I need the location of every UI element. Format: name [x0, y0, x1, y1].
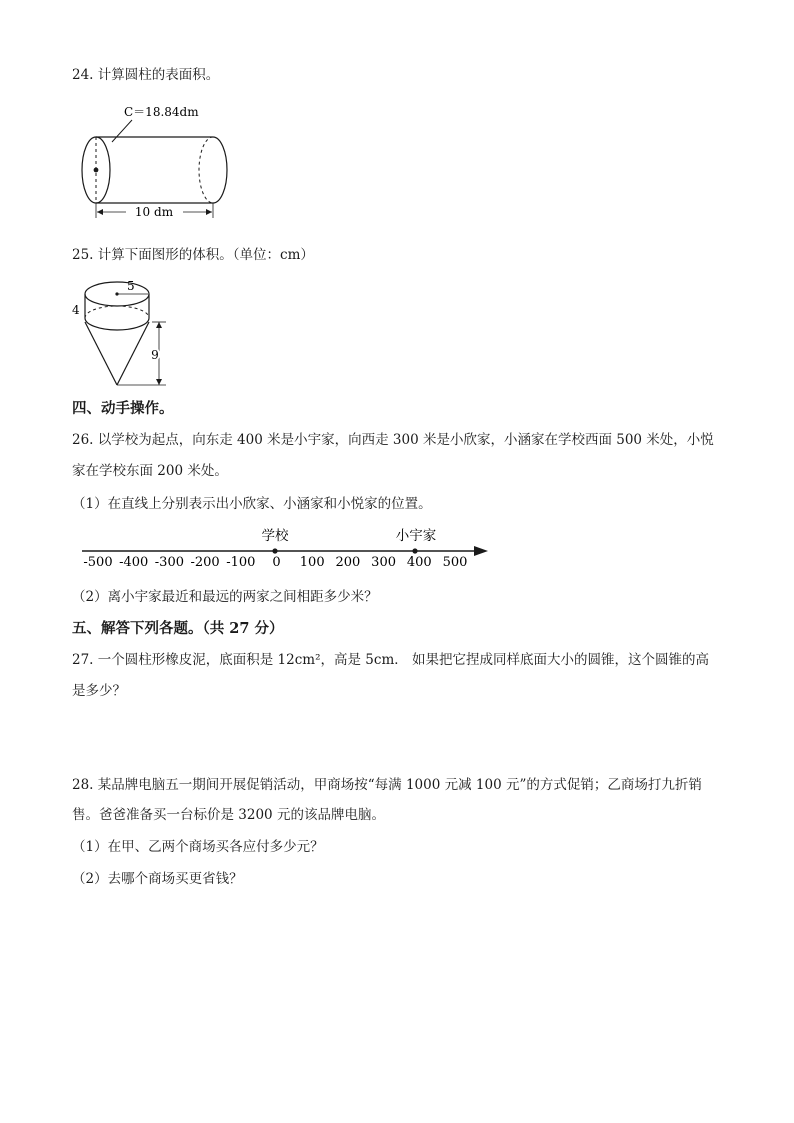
tick-label: 400 — [406, 555, 432, 570]
q26-line1: 26. 以学校为起点，向东走 400 米是小宇家，向西走 300 米是小欣家，小涵家在学校西面 500 米处，小悦 — [72, 432, 714, 448]
cylinder-figure — [70, 100, 240, 225]
number-line-arrow — [474, 546, 488, 556]
section5-heading: 五、解答下列各题。（共 27 分） — [72, 620, 284, 637]
tick-label: -100 — [226, 555, 256, 570]
circumference-label: C＝18.84dm — [124, 105, 199, 119]
q25-title: 25. 计算下面图形的体积。（单位：cm） — [72, 247, 314, 263]
q27-line1: 27. 一个圆柱形橡皮泥，底面积是 12cm²，高是 5cm． 如果把它捏成同样底面大小的圆锥，这个圆锥的高 — [72, 652, 710, 668]
tick-label: -500 — [83, 555, 113, 570]
radius-label: 5 — [127, 279, 135, 293]
tick-label: -200 — [190, 555, 220, 570]
q24-title: 24. 计算圆柱的表面积。 — [72, 67, 220, 83]
number-line — [78, 522, 498, 572]
top-cylinder-bottom-arc — [85, 318, 149, 330]
tick-label: 100 — [299, 555, 325, 570]
q28-part2: （2）去哪个商场买更省钱？ — [72, 871, 243, 887]
school-label: 学校 — [261, 528, 289, 544]
q26-part2: （2）离小宇家最近和最远的两家之间相距多少米？ — [72, 589, 378, 605]
dim-arrow-right — [206, 209, 212, 215]
top-cylinder-hidden-arc — [85, 306, 149, 318]
xiaoyu-point — [412, 548, 417, 553]
q28-line2: 售。爸爸准备买一台标价是 3200 元的该品牌电脑。 — [72, 807, 385, 823]
tick-labels — [83, 555, 467, 570]
cone-height-arrow-bottom — [156, 379, 162, 385]
q28-part1: （1）在甲、乙两个商场买各应付多少元？ — [72, 839, 324, 855]
xiaoyu-label: 小宇家 — [395, 528, 437, 544]
tick-label: -300 — [154, 555, 185, 570]
tick-label: -400 — [119, 555, 149, 570]
section4-heading: 四、动手操作。 — [72, 400, 174, 417]
cone-height-label: 9 — [151, 348, 159, 362]
school-point — [272, 548, 277, 553]
cylinder-center-dot — [94, 168, 99, 173]
dim-arrow-left — [97, 209, 103, 215]
q27-line2: 是多少？ — [72, 683, 126, 699]
cylinder-right-hidden-arc — [199, 137, 213, 203]
cone-right-side — [117, 322, 149, 385]
tick-label: 300 — [371, 555, 397, 570]
q26-line2: 家在学校东面 200 米处。 — [72, 463, 228, 479]
q28-line1: 28. 某品牌电脑五一期间开展促销活动，甲商场按“每满 1000 元减 100 元”的方式促销；乙商场打九折销 — [72, 777, 702, 793]
tick-label: 200 — [335, 555, 361, 570]
cone-left-side — [85, 322, 117, 385]
q26-part1: （1）在直线上分别表示出小欣家、小涵家和小悦家的位置。 — [72, 496, 432, 512]
cylinder-height-label: 4 — [72, 303, 80, 317]
cylinder-right-front-arc — [213, 137, 227, 203]
tick-label: 500 — [442, 555, 468, 570]
circumference-leader — [112, 120, 132, 142]
cylinder-cone-figure — [70, 272, 180, 392]
tick-label: 0 — [272, 555, 281, 570]
cone-height-arrow-top — [156, 322, 162, 328]
length-label: 10 dm — [134, 205, 174, 219]
